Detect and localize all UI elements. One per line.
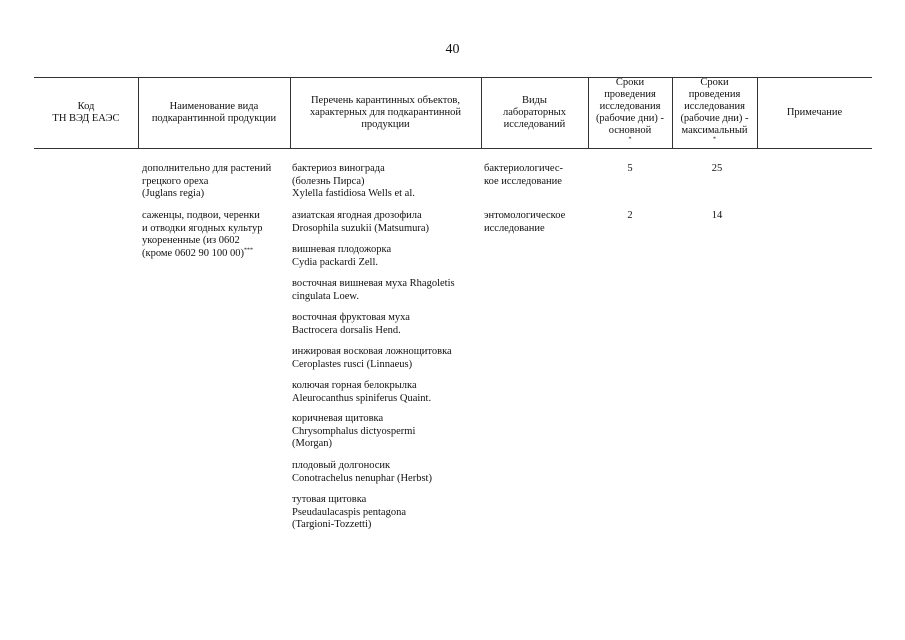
quarantine-object-entry: вишневая плодожорка Cydia packardi Zell. [292, 244, 392, 268]
quarantine-object-entry: азиатская ягодная дрозофила Drosophila suzukii (Matsumura) [292, 210, 430, 234]
header-research-types: Виды лабораторных исследований [502, 94, 566, 130]
row2-research: энтомологическое исследование [484, 210, 566, 234]
footnote-mark: *** [243, 247, 253, 253]
row2-product: саженцы, подвои, черенки и отводки ягодных культур укорененные (из 0602 (кроме 0602 90 100 00)*** [142, 210, 263, 259]
quarantine-object-entry: колючая горная белокрылка Aleurocanthus spiniferus Quaint. [292, 380, 432, 404]
quarantine-object-entry: плодовый долгоносик Conotrachelus nenuphar (Herbst) [292, 460, 432, 484]
header-note: Примечание [786, 106, 843, 118]
quarantine-object-entry: восточная фруктовая муха Bactrocera dorsalis Hend. [292, 312, 410, 336]
row1-research: бактериологичес- кое исследование [484, 163, 563, 187]
row2-basic-term: 2 [627, 210, 633, 221]
header-code: Код ТН ВЭД ЕАЭС [52, 100, 120, 124]
header-max-term: Сроки проведения исследования (рабочие дни) - максимальный * [680, 76, 749, 142]
footnote-mark: * [713, 136, 716, 142]
quarantine-object-entry: тутовая щитовка Pseudaulacaspis pentagona (Targioni-Tozzetti) [292, 494, 407, 530]
quarantine-object-entry: инжировая восковая ложнощитовка Ceroplastes rusci (Linnaeus) [292, 346, 452, 370]
header-product: Наименование вида подкарантинной продукции [151, 100, 277, 124]
quarantine-object-entry: коричневая щитовка Chrysomphalus dictyospermi (Morgan) [292, 413, 416, 449]
quarantine-object-entry: восточная вишневая муха Rhagoletis cingulata Loew. [292, 278, 455, 302]
row1-product: дополнительно для растений грецкого ореха (Juglans regia) [142, 163, 272, 199]
row1-max-term: 25 [711, 163, 723, 174]
row1-basic-term: 5 [627, 163, 633, 174]
footnote-mark: * [628, 136, 632, 142]
row1-object: бактериоз винограда (болезнь Пирса) Xylella fastidiosa Wells et al. [292, 163, 415, 199]
header-quarantine-objects: Перечень карантинных объектов, характерных для подкарантинной продукции [309, 94, 462, 130]
page-number: 40 [445, 42, 460, 57]
header-basic-term: Сроки проведения исследования (рабочие дни) - основной * [595, 76, 665, 142]
row2-max-term: 14 [711, 210, 723, 221]
